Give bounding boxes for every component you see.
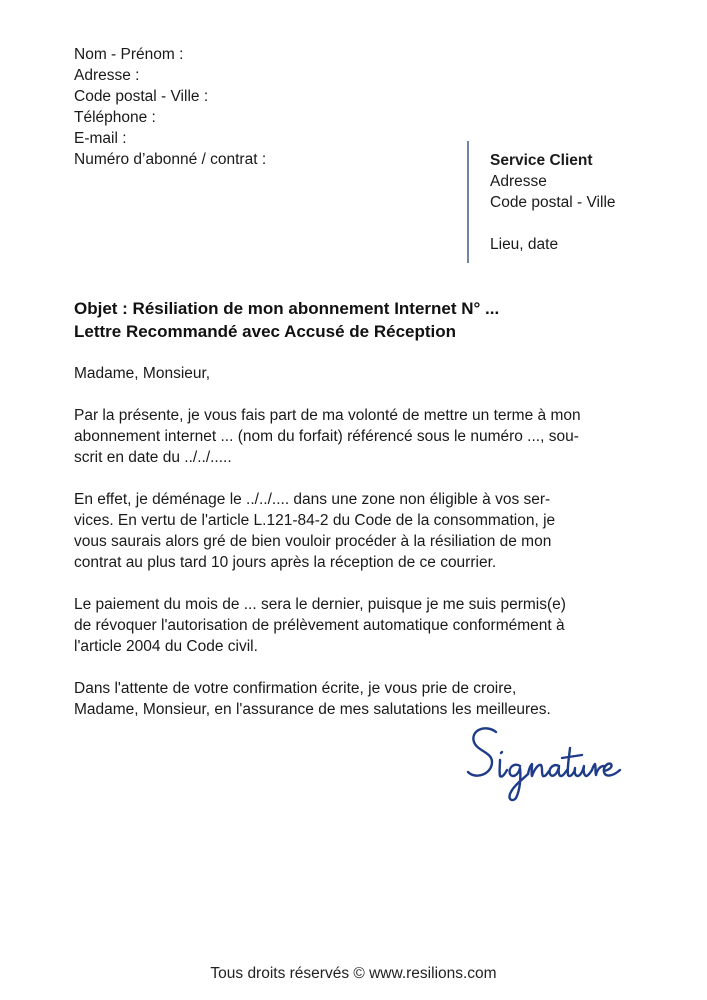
paragraph-line: Par la présente, je vous fais part de ma volonté de mettre un terme à mon [74,407,581,424]
paragraph-line: abonnement internet ... (nom du forfait) référencé sous le numéro ..., sou- [74,428,579,445]
copyright-footer: Tous droits réservés © www.resilions.com [210,965,497,982]
sender-contract-number-line: Numéro d’abonné / contrat : [74,151,267,168]
paragraph-line: vices. En vertu de l'article L.121-84-2 du Code de la consommation, je [74,512,556,529]
paragraph-closing [74,678,639,720]
paragraph-line: vous saurais alors gré de bien vouloir procéder à la résiliation de mon [74,533,552,550]
recipient-name: Service Client [490,152,593,169]
sender-postal-city-line: Code postal - Ville : [74,88,209,105]
paragraph-line: scrit en date du ../../..... [74,449,232,466]
subject-block [74,297,499,343]
recipient-address: Adresse [490,173,547,190]
paragraph-intent [74,405,639,468]
salutation [74,363,639,384]
signature-image [462,722,637,802]
sender-block [74,44,266,170]
paragraph-line: l'article 2004 du Code civil. [74,638,258,655]
letter-body [74,363,639,741]
paragraph-line: Madame, Monsieur, en l'assurance de mes salutations les meilleures. [74,701,551,718]
recipient-divider [467,141,469,263]
recipient-block [490,150,616,255]
paragraph-payment [74,594,639,657]
subject-line: Objet : Résiliation de mon abonnement Internet N° ... [74,299,500,318]
paragraph-line: En effet, je déménage le ../../.... dans une zone non éligible à vos ser- [74,491,551,508]
recipient-postal-city: Code postal - Ville [490,194,616,211]
salutation-text: Madame, Monsieur, [74,365,211,382]
sender-address-line: Adresse : [74,67,140,84]
paragraph-line: Dans l'attente de votre confirmation écrite, je vous prie de croire, [74,680,517,697]
paragraph-line: de révoquer l'autorisation de prélèvement automatique conformément à [74,617,565,634]
paragraph-line: Le paiement du mois de ... sera le dernier, puisque je me suis permis(e) [74,596,566,613]
sender-name-line: Nom - Prénom : [74,46,184,63]
registered-mail-line: Lettre Recommandé avec Accusé de Réception [74,322,457,341]
paragraph-reason [74,489,639,573]
sender-email-line: E-mail : [74,130,127,147]
paragraph-line: contrat au plus tard 10 jours après la réception de ce courrier. [74,554,497,571]
sender-phone-line: Téléphone : [74,109,156,126]
place-date: Lieu, date [490,236,559,253]
